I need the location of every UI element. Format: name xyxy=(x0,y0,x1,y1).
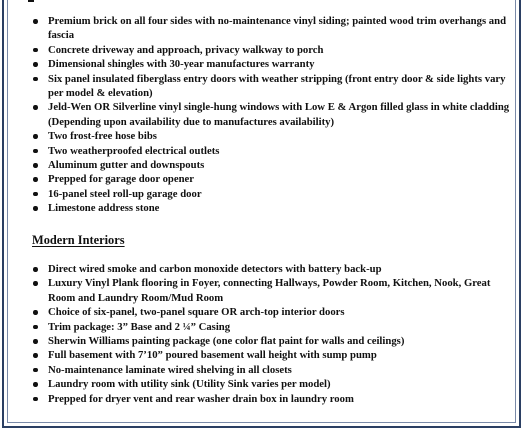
section-heading-modern-interiors: Modern Interiors xyxy=(32,233,125,247)
list-item-text: Two weatherproofed electrical outlets xyxy=(48,144,220,157)
list-item xyxy=(0,201,526,215)
bullet-icon xyxy=(33,267,38,272)
bullet-icon xyxy=(33,397,38,402)
bullet-icon xyxy=(33,48,38,53)
list-item xyxy=(0,262,526,276)
list-item-text: Prepped for garage door opener xyxy=(48,173,195,186)
list-item xyxy=(0,144,526,158)
bullet-icon xyxy=(33,192,38,197)
list-item-text: Limestone address stone xyxy=(48,202,160,215)
list-item-text: No-maintenance laminate wired shelving in all closets xyxy=(48,363,292,376)
list-item-text: Laundry room with utility sink (Utility Sink varies per model) xyxy=(48,378,331,391)
bullet-icon xyxy=(33,310,38,315)
list-item xyxy=(0,187,526,201)
list-item-text: Premium brick on all four sides with no-maintenance vinyl siding; painted wood trim overhangs and fascia xyxy=(48,15,507,42)
bullet-icon xyxy=(33,382,38,387)
bullet-icon xyxy=(33,77,38,82)
bullet-icon xyxy=(33,62,38,67)
list-item-text: Full basement with 7’10” poured basement wall height with sump pump xyxy=(48,349,377,362)
list-item xyxy=(0,43,526,57)
list-item xyxy=(0,320,526,334)
bullet-icon xyxy=(33,206,38,211)
list-item-text: Dimensional shingles with 30-year manufactures warranty xyxy=(48,58,315,71)
bullet-icon xyxy=(33,19,38,24)
interior-features-list xyxy=(0,262,526,406)
list-item xyxy=(0,377,526,391)
list-item-text: Concrete driveway and approach, privacy walkway to porch xyxy=(48,43,324,56)
exterior-features-list xyxy=(0,14,526,216)
list-item-text: Six panel insulated fiberglass entry doors with weather stripping (front entry door & side lights vary per model & elevation) xyxy=(48,72,506,100)
list-item-text: Choice of six-panel, two-panel square OR arch-top interior doors xyxy=(48,306,345,319)
list-item-text: Trim package: 3” Base and 2 ¼” Casing xyxy=(48,320,231,333)
list-item xyxy=(0,57,526,71)
list-item xyxy=(0,305,526,319)
list-item-text: Two frost-free hose bibs xyxy=(48,130,157,143)
bullet-icon xyxy=(33,368,38,373)
cropped-bullet-fragment xyxy=(28,0,34,2)
list-item-text: Luxury Vinyl Plank flooring in Foyer, connecting Hallways, Powder Room, Kitchen, Nook, Great Room and Laundry Room/Mud Room xyxy=(48,277,491,304)
list-item-text: Direct wired smoke and carbon monoxide detectors with battery back-up xyxy=(48,263,382,275)
list-item-text: Jeld-Wen OR Silverline vinyl single-hung windows with Low E & Argon filled glass in white cladding (Depending upon availability due to manufactures availability) xyxy=(48,101,510,128)
bullet-icon xyxy=(33,353,38,358)
bullet-icon xyxy=(33,281,38,286)
list-item xyxy=(0,363,526,377)
list-item xyxy=(0,276,526,305)
list-item xyxy=(0,392,526,406)
bullet-icon xyxy=(33,339,38,344)
bullet-icon xyxy=(33,149,38,154)
list-item xyxy=(0,129,526,143)
list-item xyxy=(0,172,526,186)
list-item-text: Aluminum gutter and downspouts xyxy=(48,159,205,172)
list-item xyxy=(0,158,526,172)
bullet-icon xyxy=(33,105,38,110)
list-item-text: Sherwin Williams painting package (one color flat paint for walls and ceilings) xyxy=(48,335,405,348)
list-item-text: 16-panel steel roll-up garage door xyxy=(48,187,202,200)
list-item xyxy=(0,334,526,348)
bullet-icon xyxy=(33,163,38,168)
bullet-icon xyxy=(33,134,38,139)
bullet-icon xyxy=(33,325,38,330)
list-item xyxy=(0,100,526,129)
list-item xyxy=(0,348,526,362)
bullet-icon xyxy=(33,177,38,182)
list-item-text: Prepped for dryer vent and rear washer drain box in laundry room xyxy=(48,392,354,405)
list-item xyxy=(0,72,526,101)
list-item xyxy=(0,14,526,43)
